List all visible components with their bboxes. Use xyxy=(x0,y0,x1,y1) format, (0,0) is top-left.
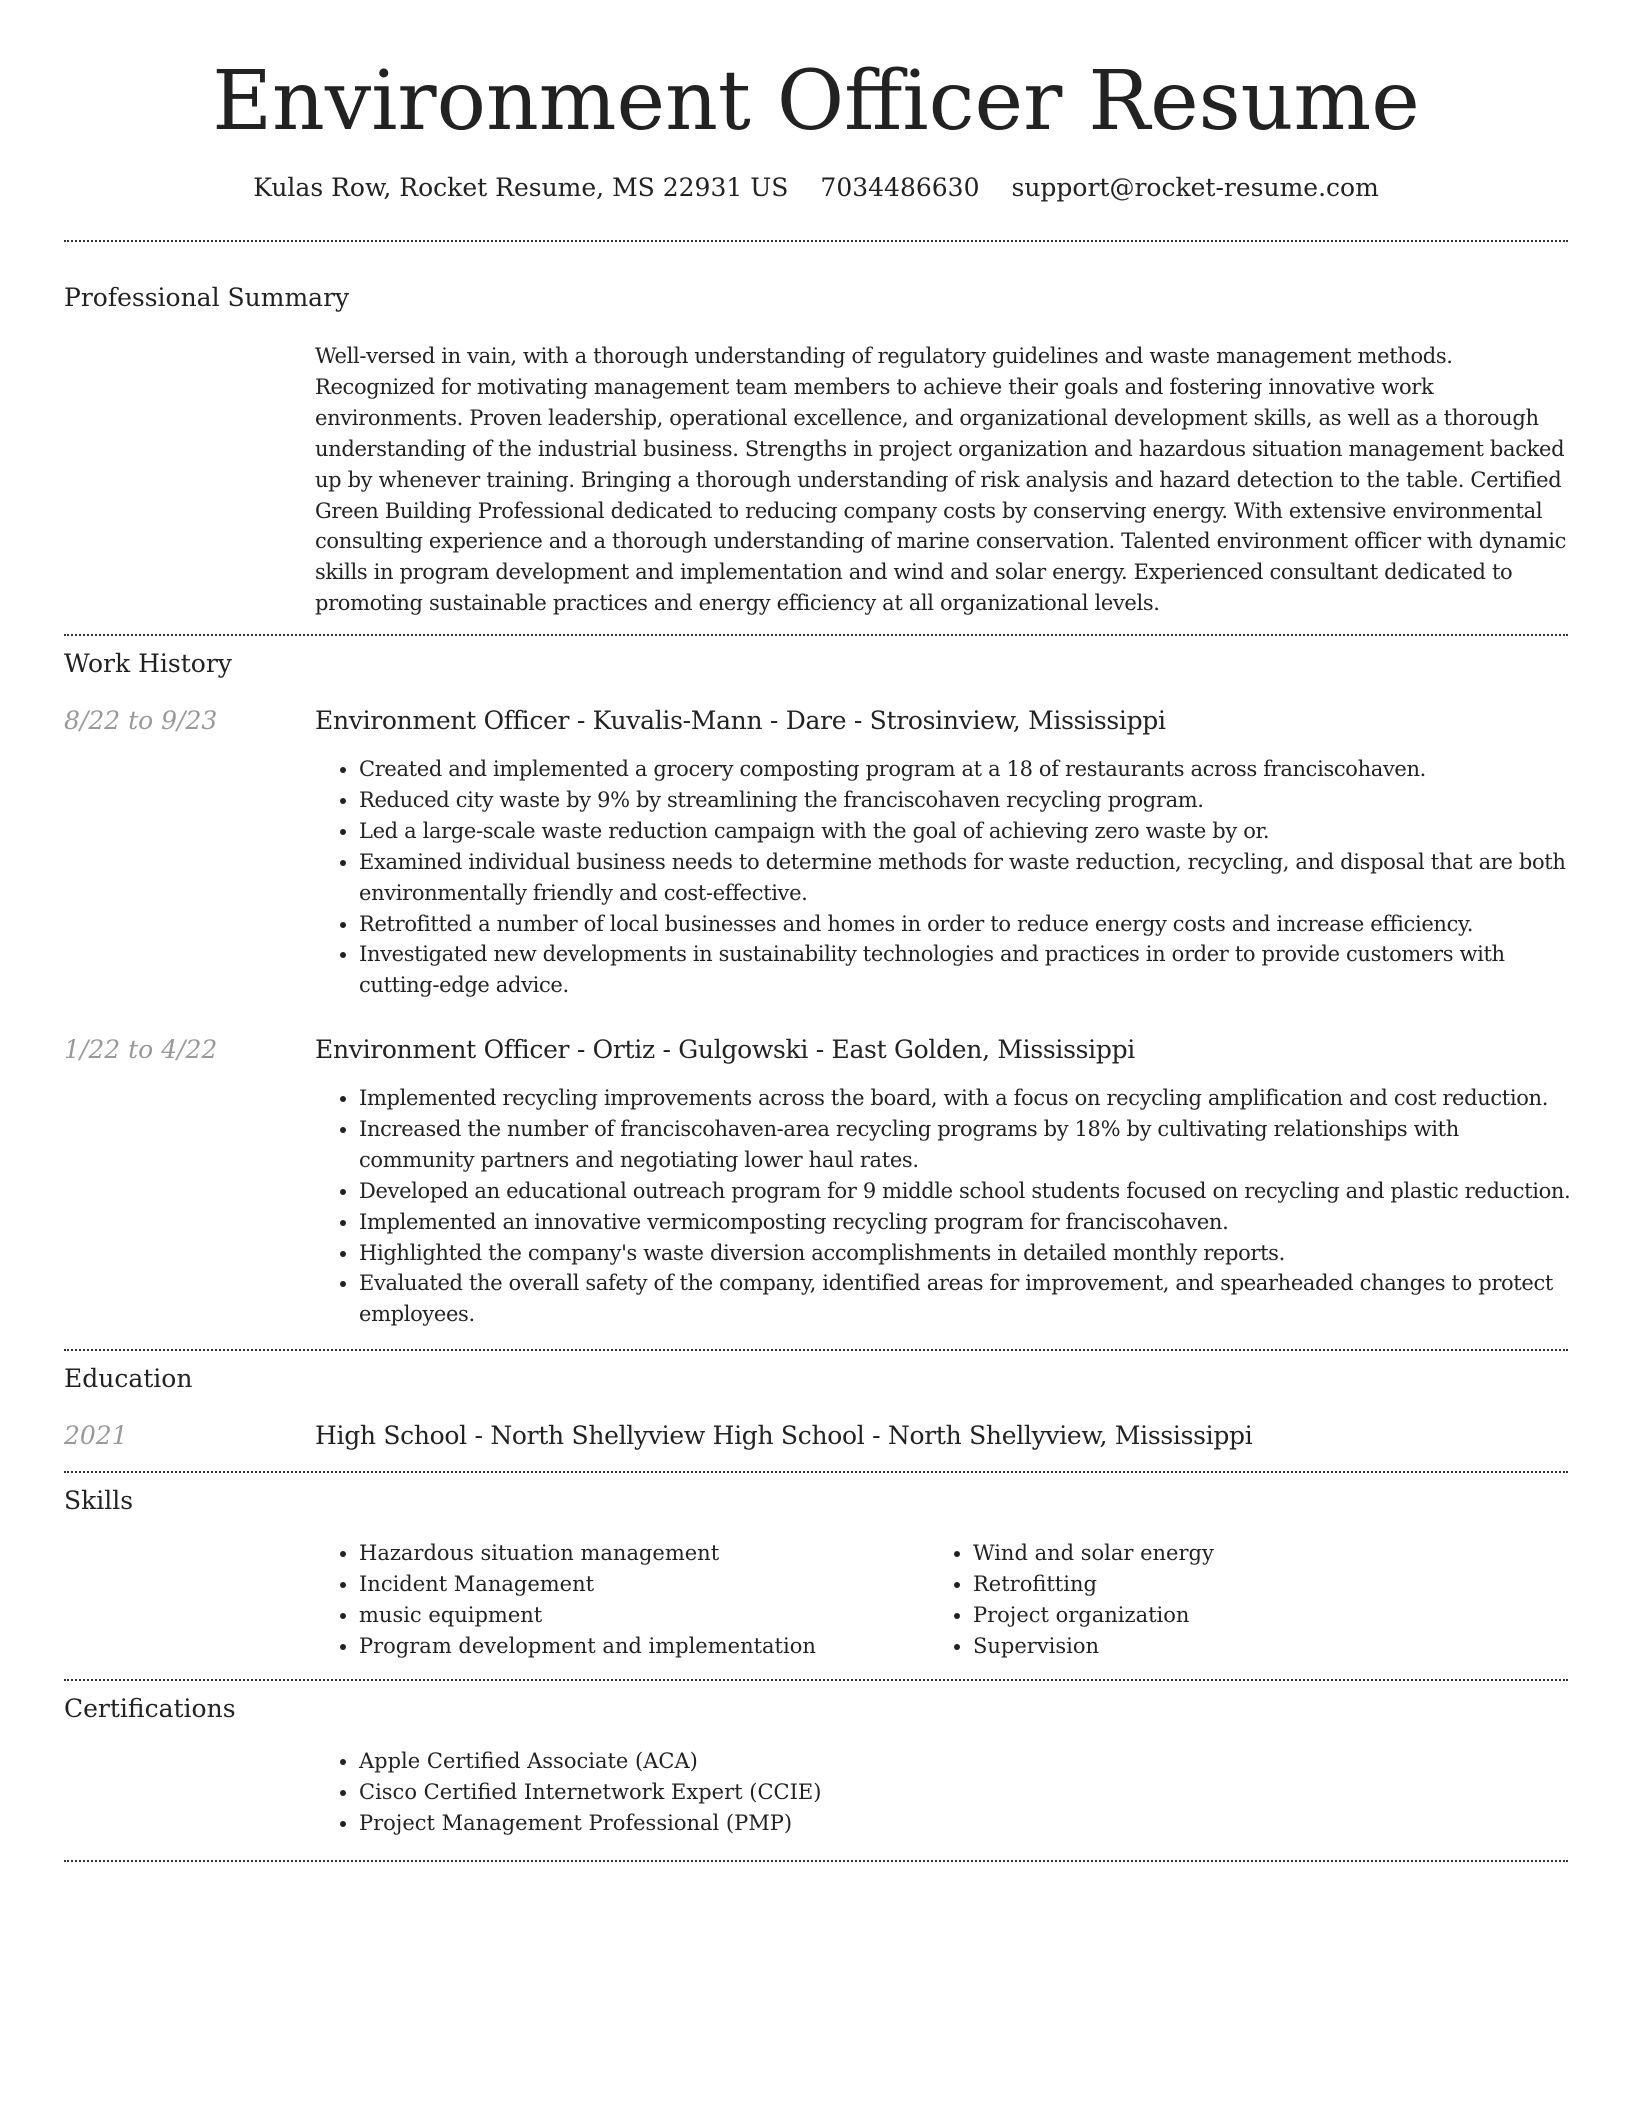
section-divider xyxy=(64,1860,1568,1862)
section-divider xyxy=(64,1349,1568,1351)
job-bullet: • Increased the number of franciscohaven-area recycling programs by 18% by cultivating relationships with community partners and negotiating lower haul rates. xyxy=(359,1114,1575,1176)
contact-email: support@rocket-resume.com xyxy=(1011,173,1379,202)
education-title: High School - North Shellyview High School - North Shellyview, Mississippi xyxy=(315,1421,1253,1450)
work-history-heading: Work History xyxy=(64,649,232,678)
contact-info xyxy=(64,170,1568,206)
job-title: Environment Officer - Ortiz - Gulgowski - East Golden, Mississippi xyxy=(315,1035,1135,1064)
section-divider xyxy=(64,1471,1568,1473)
education-year: 2021 xyxy=(64,1421,128,1450)
skill-item: • Retrofitting xyxy=(973,1569,1529,1600)
skill-item: • music equipment xyxy=(359,1600,915,1631)
job-bullet: • Implemented an innovative vermicomposting recycling program for franciscohaven. xyxy=(359,1207,1575,1238)
job-bullet: • Reduced city waste by 9% by streamlining the franciscohaven recycling program. xyxy=(359,785,1575,816)
summary-heading: Professional Summary xyxy=(64,283,350,312)
summary-text: Well-versed in vain, with a thorough understanding of regulatory guidelines and waste management methods. Recognized for motivating management team members to achieve their goals and fostering innovative work environments. Proven leadership, operational excellence, and organizational development skills, as well as a thorough understanding of the industrial business. Strengths in project organization and hazardous situation management backed up by whenever training. Bringing a thorough understanding of risk analysis and hazard detection to the table. Certified Green Building Professional dedicated to reducing company costs by conserving energy. With extensive environmental consulting experience and a thorough understanding of marine conservation. Talented environment officer with dynamic skills in program development and implementation and wind and solar energy. Experienced consultant dedicated to promoting sustainable practices and energy efficiency at all organizational levels. xyxy=(315,344,1566,616)
skill-item: • Program development and implementation xyxy=(359,1631,915,1662)
job-bullet: • Examined individual business needs to determine methods for waste reduction, recycling, and disposal that are both environmentally friendly and cost-effective. xyxy=(359,847,1575,909)
skills-list-right xyxy=(929,1538,1529,1662)
certification-item: • Project Management Professional (PMP) xyxy=(359,1808,1115,1839)
job-bullets xyxy=(315,754,1575,1001)
resume-title: Environment Officer Resume xyxy=(212,54,1420,149)
contact-phone: 7034486630 xyxy=(820,173,980,202)
skills-heading: Skills xyxy=(64,1486,134,1515)
skill-item: • Project organization xyxy=(973,1600,1529,1631)
skill-item: • Supervision xyxy=(973,1631,1529,1662)
job-bullet: • Investigated new developments in sustainability technologies and practices in order to provide customers with cutting-edge advice. xyxy=(359,939,1575,1001)
contact-address: Kulas Row, Rocket Resume, MS 22931 US xyxy=(253,173,789,202)
job-bullets xyxy=(315,1083,1575,1330)
section-divider xyxy=(64,1679,1568,1681)
certification-item: • Apple Certified Associate (ACA) xyxy=(359,1746,1115,1777)
skill-item: • Incident Management xyxy=(359,1569,915,1600)
job-bullet: • Created and implemented a grocery composting program at a 18 of restaurants across franciscohaven. xyxy=(359,754,1575,785)
job-bullet: • Retrofitted a number of local businesses and homes in order to reduce energy costs and increase efficiency. xyxy=(359,909,1575,940)
job-bullet: • Developed an educational outreach program for 9 middle school students focused on recycling and plastic reduction. xyxy=(359,1176,1575,1207)
skill-item: • Wind and solar energy xyxy=(973,1538,1529,1569)
skill-item: • Hazardous situation management xyxy=(359,1538,915,1569)
section-divider xyxy=(64,634,1568,636)
certifications-heading: Certifications xyxy=(64,1694,236,1723)
section-divider xyxy=(64,240,1568,242)
job-bullet: • Implemented recycling improvements across the board, with a focus on recycling amplification and cost reduction. xyxy=(359,1083,1575,1114)
job-dates: 1/22 to 4/22 xyxy=(64,1035,218,1064)
certification-item: • Cisco Certified Internetwork Expert (CCIE) xyxy=(359,1777,1115,1808)
job-title: Environment Officer - Kuvalis-Mann - Dare - Strosinview, Mississippi xyxy=(315,706,1166,735)
job-dates: 8/22 to 9/23 xyxy=(64,706,218,735)
job-bullet: • Evaluated the overall safety of the company, identified areas for improvement, and spearheaded changes to protect employees. xyxy=(359,1268,1575,1330)
skills-list-left xyxy=(315,1538,915,1662)
certifications-list xyxy=(315,1746,1115,1839)
job-bullet: • Led a large-scale waste reduction campaign with the goal of achieving zero waste by or. xyxy=(359,816,1575,847)
job-bullet: • Highlighted the company's waste diversion accomplishments in detailed monthly reports. xyxy=(359,1238,1575,1269)
education-heading: Education xyxy=(64,1364,193,1393)
